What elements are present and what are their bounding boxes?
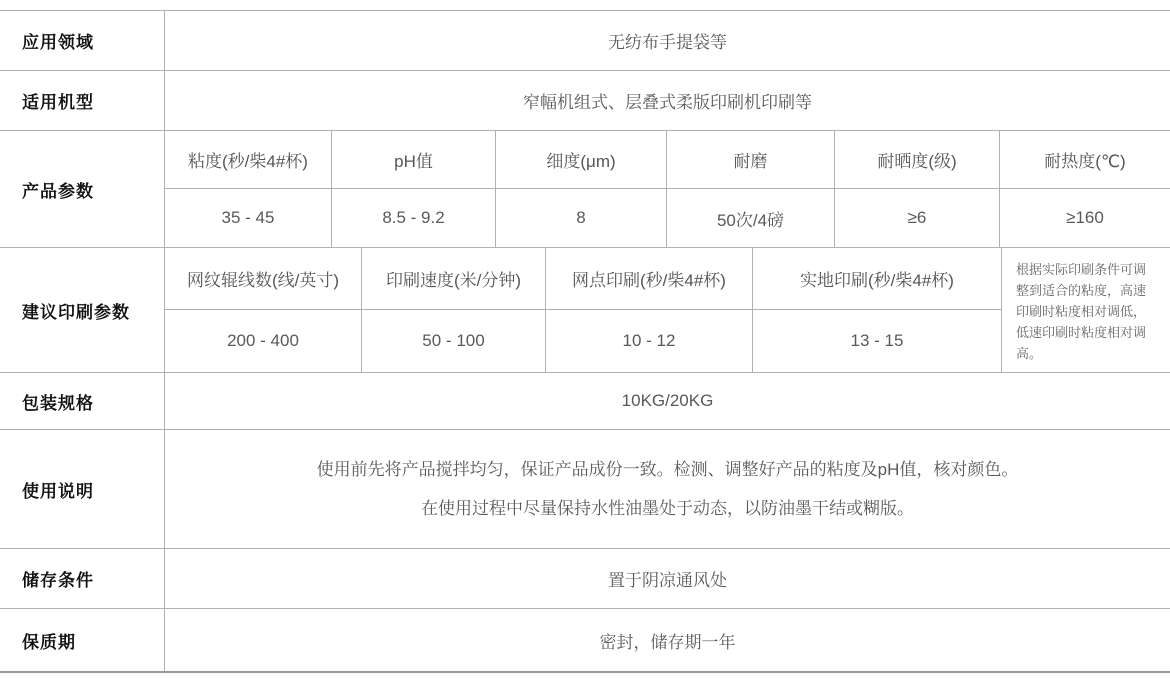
packaging-label: 包装规格 xyxy=(0,373,165,429)
param-value: ≥6 xyxy=(907,208,927,227)
usage-line-1: 使用前先将产品搅拌均匀，保证产品成份一致。检测、调整好产品的粘度及pH值，核对颜色。 xyxy=(316,460,1019,479)
param-col-ph xyxy=(332,131,496,247)
param-col-fineness xyxy=(496,131,667,247)
param-col-lightfastness xyxy=(835,131,1000,247)
row-print-params xyxy=(0,248,1170,373)
param-col-abrasion xyxy=(667,131,835,247)
machine-type-value: 窄幅机组式、层叠式柔版印刷机印刷等 xyxy=(523,93,812,112)
shelf-life-label: 保质期 xyxy=(0,609,165,671)
param-col-viscosity xyxy=(165,131,332,247)
param-value: 35 - 45 xyxy=(221,208,275,227)
param-header: 耐磨 xyxy=(667,131,834,189)
print-value: 200 - 400 xyxy=(227,331,299,350)
machine-type-label: 适用机型 xyxy=(0,71,165,130)
print-value: 13 - 15 xyxy=(850,331,904,350)
product-params-columns xyxy=(165,131,1170,247)
print-header: 实地印刷(秒/柴4#杯) xyxy=(753,248,1001,310)
print-params-columns xyxy=(165,248,1170,372)
param-header: pH值 xyxy=(332,131,495,189)
print-value: 10 - 12 xyxy=(622,331,676,350)
product-params-label: 产品参数 xyxy=(0,131,165,247)
print-params-label: 建议印刷参数 xyxy=(0,248,165,372)
storage-value: 置于阴凉通风处 xyxy=(608,571,727,590)
application-label: 应用领域 xyxy=(0,11,165,70)
print-params-note: 根据实际印刷条件可调整到适合的粘度，高速印刷时粘度相对调低，低速印刷时粘度相对调高。 xyxy=(1016,261,1147,361)
param-col-heat-resistance xyxy=(1000,131,1170,247)
application-value: 无纺布手提袋等 xyxy=(608,33,727,52)
row-packaging xyxy=(0,373,1170,430)
param-value: 8 xyxy=(576,208,586,227)
storage-label: 储存条件 xyxy=(0,549,165,608)
row-machine-type xyxy=(0,71,1170,131)
product-spec-table xyxy=(0,10,1170,673)
row-application xyxy=(0,11,1170,71)
param-header: 粘度(秒/柴4#杯) xyxy=(165,131,331,189)
param-header: 耐热度(℃) xyxy=(1000,131,1170,189)
row-storage xyxy=(0,549,1170,609)
param-header: 细度(μm) xyxy=(496,131,666,189)
row-product-params xyxy=(0,131,1170,248)
print-header: 网纹辊线数(线/英寸) xyxy=(165,248,361,310)
print-col-halftone xyxy=(546,248,753,372)
param-header: 耐晒度(级) xyxy=(835,131,999,189)
usage-value xyxy=(165,430,1170,548)
packaging-value: 10KG/20KG xyxy=(621,391,714,410)
row-shelf-life xyxy=(0,609,1170,671)
print-col-solid xyxy=(753,248,1002,372)
print-col-speed xyxy=(362,248,546,372)
usage-label: 使用说明 xyxy=(0,430,165,548)
param-value: ≥160 xyxy=(1066,208,1104,227)
print-col-anilox xyxy=(165,248,362,372)
shelf-life-value: 密封，储存期一年 xyxy=(599,632,736,652)
row-usage xyxy=(0,430,1170,549)
print-header: 网点印刷(秒/柴4#杯) xyxy=(546,248,752,310)
param-value: 50次/4磅 xyxy=(716,210,785,230)
param-value: 8.5 - 9.2 xyxy=(382,208,445,227)
usage-line-2: 在使用过程中尽量保持水性油墨处于动态，以防油墨干结或糊版。 xyxy=(421,499,914,518)
print-header: 印刷速度(米/分钟) xyxy=(362,248,545,310)
print-value: 50 - 100 xyxy=(422,331,485,350)
